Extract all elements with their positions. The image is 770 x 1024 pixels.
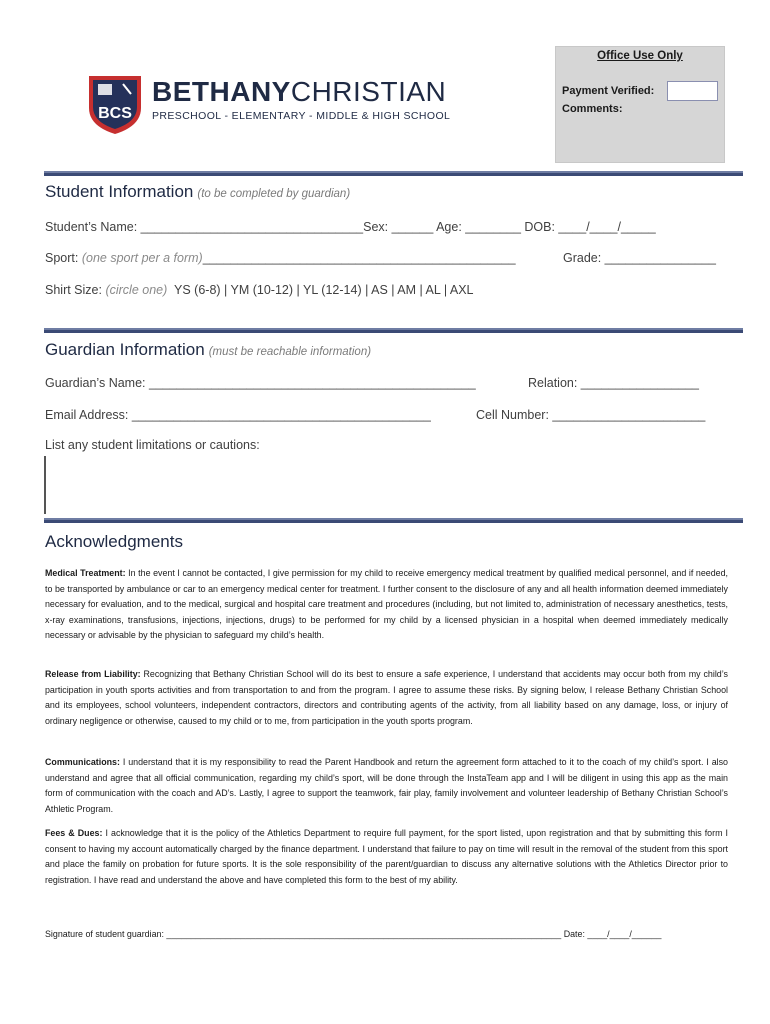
signature-line[interactable]: Signature of student guardian: ________________________________________________________________________________ Date: ____/____/______: [45, 929, 662, 939]
sport-line[interactable]: Sport: (one sport per a form)_____________________________________________: [45, 251, 516, 265]
school-subtitle: PRESCHOOL - ELEMENTARY - MIDDLE & HIGH SCHOOL: [152, 110, 451, 122]
guardian-name-line[interactable]: Guardian’s Name: _______________________________________________: [45, 376, 476, 390]
relation-line[interactable]: Relation: _________________: [528, 376, 699, 390]
fees-dues-paragraph: Fees & Dues: I acknowledge that it is the policy of the Athletics Department to require full payment, for the sport listed, upon registration and that by submitting this form I consent to having my account automatically charged by the finance department. I understand that failure to pay on time will result in the removal of the student from this sport and place the family on probation for future sports. It is the sole responsibility of the parent/guardian to discuss any alternative solutions with the Athletics Director prior to registration. I have read and understand the above and have completed this form to the best of my ability.: [45, 828, 728, 885]
student-info-heading: Student Information (to be completed by guardian): [45, 182, 351, 201]
office-use-title: Office Use Only: [597, 50, 683, 62]
student-name-line[interactable]: Student’s Name: ________________________________Sex: ______ Age: ________ DOB: ____/____/_____: [45, 220, 656, 234]
comments-label: Comments:: [562, 103, 623, 115]
communications-paragraph: Communications: I understand that it is my responsibility to read the Parent Handbook and return the agreement form attached to it to the coach of my child’s sport. I also understand and agree that all official communication, regarding my child’s sport, will be done through the InstaTeam app and I will be diligent in using this app as the main form of communication with the coach and AD’s. Lastly, I agree to support the teamwork, fair play, family involvement and volunteer leadership of Bethany Christian School’s Athletic Program.: [45, 757, 728, 814]
office-use-panel: [555, 46, 725, 163]
limitations-field[interactable]: [44, 456, 46, 514]
grade-line[interactable]: Grade: ________________: [563, 251, 716, 265]
acknowledgments-heading: Acknowledgments: [45, 532, 183, 551]
school-brand: [152, 76, 450, 122]
release-liability-paragraph: Release from Liability: Recognizing that Bethany Christian School will do its best to ensure a safe experience, I understand that accidents may occur both from my child’s participation in youth sports activities and from transportation to and from the program. I agree to assume these risks. By signing below, I release Bethany Christian School and its employees, school volunteers, independent contractors, directors and contributing agents of the activity, from all liability based on any damage, loss, or injury of ordinary negligence or otherwise, caused to my child or to me, from participation in the youth sports program.: [45, 669, 728, 726]
payment-verified-field[interactable]: [667, 81, 718, 101]
section-divider: [44, 328, 743, 333]
medical-treatment-paragraph: Medical Treatment: In the event I cannot be contacted, I give permission for my child to receive emergency medical treatment by qualified medical personnel, and if needed, to be transported by ambulance or car to an emergency medical center for treatment. I further consent to the disclosure of any and all health information deemed immediately necessary for evaluation, and to the medical, surgical and hospital care treatment and procedures (including, but not limited to, administration of necessary anesthetics, tests, x-ray examinations, transfusions, injections, injections, drugs) to be performed for my child by a licensed physician in a hospital when deemed immediately medically necessary or advisable by the physician to safeguard my child’s health.: [45, 568, 729, 641]
email-line[interactable]: Email Address: ___________________________________________: [45, 408, 431, 422]
payment-verified-label: Payment Verified:: [562, 85, 655, 97]
guardian-info-heading: Guardian Information (must be reachable information): [45, 340, 372, 359]
cell-number-line[interactable]: Cell Number: ______________________: [476, 408, 706, 422]
limitations-label: List any student limitations or cautions:: [45, 438, 260, 452]
school-name: BETHANYCHRISTIAN: [152, 76, 447, 107]
section-divider: [44, 518, 743, 523]
shirt-size-line[interactable]: Shirt Size: (circle one) YS (6-8) | YM (10-12) | YL (12-14) | AS | AM | AL | AXL: [45, 283, 474, 297]
section-divider: [44, 171, 743, 176]
school-logo-shield: [85, 72, 145, 136]
logo-text: BCS: [98, 105, 132, 122]
